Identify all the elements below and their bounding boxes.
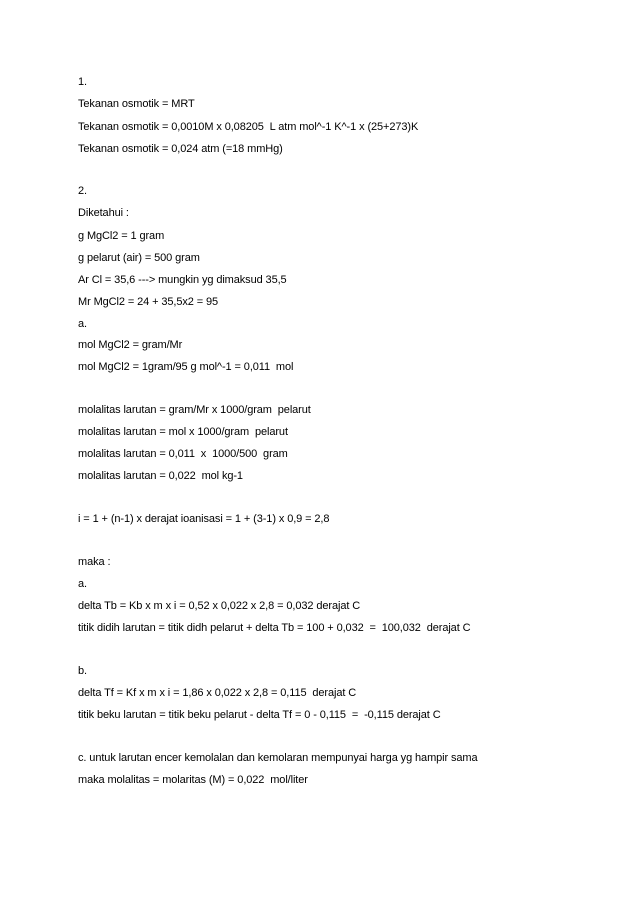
result-b-label: b. (78, 665, 87, 677)
vant-hoff-factor-line: i = 1 + (n-1) x derajat ioanisasi = 1 + (3-1) x 0,9 = 2,8 (78, 513, 330, 525)
result-a-label: a. (78, 578, 87, 590)
therefore-label: maka : (78, 556, 111, 568)
molality-substitution-line: molalitas larutan = 0,011 x 1000/500 gram (78, 448, 288, 460)
given-mass-mgcl2: g MgCl2 = 1 gram (78, 230, 165, 242)
delta-tb-line: delta Tb = Kb x m x i = 0,52 x 0,022 x 2,8 = 0,032 derajat C (78, 600, 361, 612)
osmotic-formula-line: Tekanan osmotik = MRT (78, 98, 195, 110)
molality-step-line: molalitas larutan = mol x 1000/gram pelarut (78, 426, 288, 438)
osmotic-substitution-line: Tekanan osmotik = 0,0010M x 0,08205 L atm mol^-1 K^-1 x (25+273)K (78, 121, 419, 133)
given-mr-mgcl2: Mr MgCl2 = 24 + 35,5x2 = 95 (78, 296, 219, 308)
given-mass-solvent: g pelarut (air) = 500 gram (78, 252, 200, 264)
mol-result-line: mol MgCl2 = 1gram/95 g mol^-1 = 0,011 mol (78, 361, 294, 373)
result-c-line: c. untuk larutan encer kemolalan dan kemolaran mempunyai harga yg hampir sama (78, 752, 478, 764)
given-ar-cl: Ar Cl = 35,6 ---> mungkin yg dimaksud 35,5 (78, 274, 287, 286)
freezing-point-line: titik beku larutan = titik beku pelarut - delta Tf = 0 - 0,115 = -0,115 derajat C (78, 709, 441, 721)
section-1-number: 1. (78, 76, 87, 88)
given-heading: Diketahui : (78, 207, 129, 219)
section-2-number: 2. (78, 185, 87, 197)
molality-formula-line: molalitas larutan = gram/Mr x 1000/gram pelarut (78, 404, 311, 416)
molality-result-line: molalitas larutan = 0,022 mol kg-1 (78, 470, 243, 482)
osmotic-result-line: Tekanan osmotik = 0,024 atm (=18 mmHg) (78, 143, 283, 155)
part-a-label: a. (78, 318, 87, 330)
molarity-line: maka molalitas = molaritas (M) = 0,022 mol/liter (78, 774, 308, 786)
boiling-point-line: titik didih larutan = titik didh pelarut + delta Tb = 100 + 0,032 = 100,032 derajat C (78, 622, 471, 634)
mol-formula-line: mol MgCl2 = gram/Mr (78, 339, 183, 351)
delta-tf-line: delta Tf = Kf x m x i = 1,86 x 0,022 x 2,8 = 0,115 derajat C (78, 687, 357, 699)
